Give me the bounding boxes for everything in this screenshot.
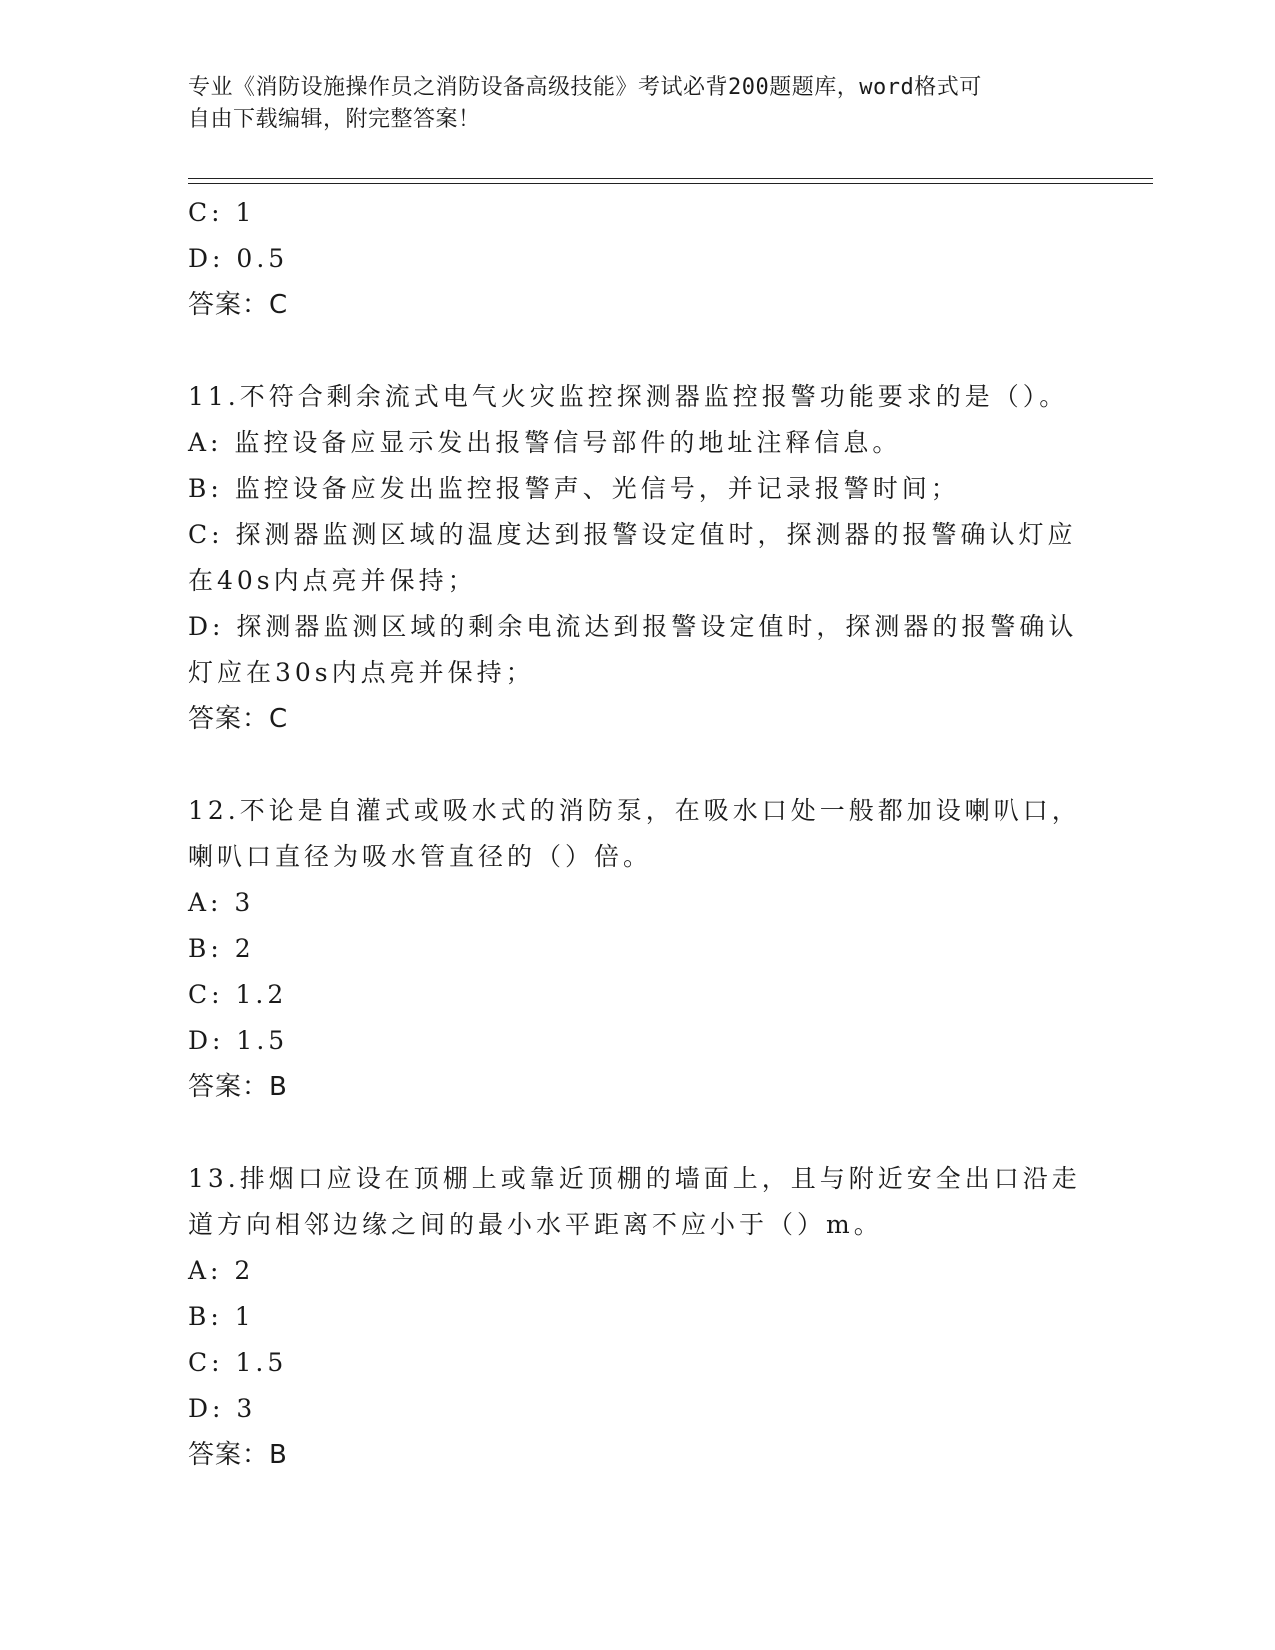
option-b: B: 2 [188,934,255,963]
option-a: A: 监控设备应显示发出报警信号部件的地址注释信息。 [188,428,902,457]
question-stem-line-2: 道方向相邻边缘之间的最小水平距离不应小于（）m。 [188,1210,883,1239]
question-list [188,190,1088,1478]
question-12 [188,788,1088,1110]
answer-label: 答案：C [188,704,289,734]
answer-label: 答案：C [188,290,289,320]
option-c: C: 1.5 [188,1348,288,1377]
option-c-line-2: 在40s内点亮并保持； [188,566,477,595]
option-b: B: 监控设备应发出监控报警声、光信号，并记录报警时间； [188,474,960,503]
header-divider-bottom [188,183,1153,184]
spacer [188,1110,1088,1156]
option-d: D: 1.5 [188,1026,289,1055]
option-d: D: 3 [188,1394,257,1423]
question-stem-line-2: 喇叭口直径为吸水管直径的（）倍。 [188,842,653,871]
question-13 [188,1156,1088,1478]
question-previous [188,190,1088,328]
option-d-line-2: 灯应在30s内点亮并保持； [188,658,535,687]
document-header [188,72,1068,136]
question-stem-line-1: 12.不论是自灌式或吸水式的消防泵，在吸水口处一般都加设喇叭口， [188,796,1081,825]
answer-label: 答案：B [188,1072,288,1102]
header-divider-top [188,178,1153,179]
header-line-1: 专业《消防设施操作员之消防设备高级技能》考试必背200题题库，word格式可 [188,75,982,100]
option-d: D: 0.5 [188,244,289,273]
spacer [188,742,1088,788]
option-a: A: 2 [188,1256,255,1285]
option-d-line-1: D: 探测器监测区域的剩余电流达到报警设定值时，探测器的报警确认 [188,612,1078,641]
question-stem-line-1: 13.排烟口应设在顶棚上或靠近顶棚的墙面上，且与附近安全出口沿走 [188,1164,1081,1193]
header-line-2: 自由下载编辑，附完整答案！ [188,107,481,132]
option-b: B: 1 [188,1302,255,1331]
option-c-line-1: C: 探测器监测区域的温度达到报警设定值时，探测器的报警确认灯应 [188,520,1077,549]
option-a: A: 3 [188,888,255,917]
question-stem: 11.不符合剩余流式电气火灾监控探测器监控报警功能要求的是（）。 [188,382,1069,411]
option-c: C: 1 [188,198,256,227]
answer-label: 答案：B [188,1440,288,1470]
spacer [188,328,1088,374]
question-11 [188,374,1088,742]
option-c: C: 1.2 [188,980,288,1009]
